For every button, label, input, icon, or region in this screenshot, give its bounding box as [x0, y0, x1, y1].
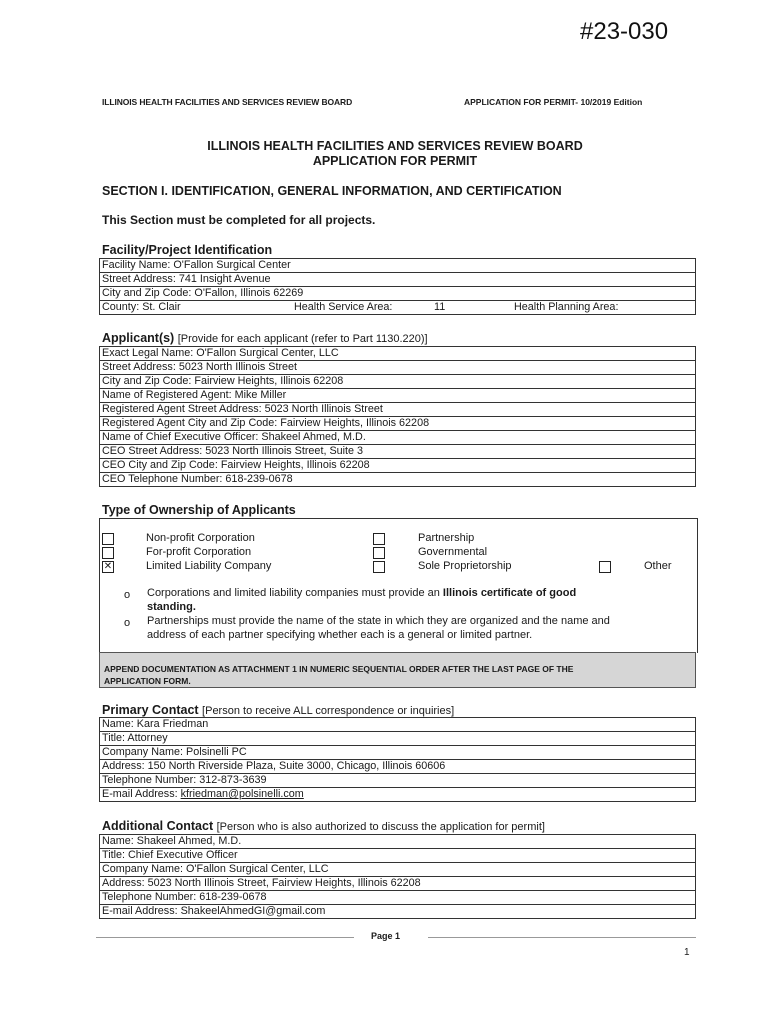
additional-contact-heading-block — [102, 819, 545, 833]
bullet-corporations — [147, 586, 687, 614]
nonprofit-checkbox[interactable] — [102, 533, 114, 545]
bullet-partnerships — [147, 614, 692, 642]
primary-contact-row: Telephone Number: 312-873-3639 — [100, 774, 696, 788]
header-right: APPLICATION FOR PERMIT- 10/2019 Edition — [464, 97, 643, 107]
primary-contact-heading-block — [102, 703, 454, 717]
bullet2-line1: Partnerships must provide the name of the state in which they are organized and the name and — [147, 615, 610, 627]
append-documentation-banner — [99, 652, 696, 688]
primary-contact-email-row — [100, 788, 696, 802]
primary-contact-row: Company Name: Polsinelli PC — [100, 746, 696, 760]
facility-street: Street Address: 741 Insight Avenue — [100, 273, 696, 287]
page-number: Page 1 — [371, 931, 401, 941]
append-line2: APPLICATION FORM. — [104, 676, 191, 686]
additional-contact-row: Telephone Number: 618-239-0678 — [100, 891, 696, 905]
facility-name: Facility Name: O'Fallon Surgical Center — [100, 259, 696, 273]
applicant-row: City and Zip Code: Fairview Heights, Illinois 62208 — [100, 375, 696, 389]
facility-table — [99, 258, 696, 315]
governmental-checkbox[interactable] — [373, 547, 385, 559]
primary-email-label: E-mail Address: — [102, 788, 181, 800]
applicant-row: CEO Street Address: 5023 North Illinois Street, Suite 3 — [100, 445, 696, 459]
bullet1-emphasis-cont: standing. — [147, 601, 196, 613]
applicant-note: [Provide for each applicant (refer to Part 1130.220)] — [177, 333, 428, 345]
additional-contact-row: Company Name: O'Fallon Surgical Center, LLC — [100, 863, 696, 877]
primary-email-link[interactable]: kfriedman@polsinelli.com — [180, 788, 304, 800]
bullet2-line2: address of each partner specifying whether each is a general or limited partner. — [147, 629, 533, 641]
primary-contact-note: [Person to receive ALL correspondence or inquiries] — [202, 705, 455, 717]
forprofit-checkbox[interactable] — [102, 547, 114, 559]
must-complete-note: This Section must be completed for all projects. — [102, 213, 376, 227]
header-left: ILLINOIS HEALTH FACILITIES AND SERVICES REVIEW BOARD — [102, 97, 353, 107]
partnership-checkbox[interactable] — [373, 533, 385, 545]
footer-divider-right — [428, 937, 696, 938]
form-title-line2: APPLICATION FOR PERMIT — [312, 154, 478, 168]
primary-contact-row: Title: Attorney — [100, 732, 696, 746]
bullet-marker: o — [124, 589, 131, 601]
other-label: Other — [644, 560, 672, 572]
applicant-row: Registered Agent City and Zip Code: Fairview Heights, Illinois 62208 — [100, 417, 696, 431]
applicant-row: Name of Registered Agent: Mike Miller — [100, 389, 696, 403]
sole-proprietorship-checkbox[interactable] — [373, 561, 385, 573]
ownership-heading: Type of Ownership of Applicants — [102, 503, 296, 517]
additional-contact-heading: Additional Contact — [102, 819, 214, 833]
applicant-row: CEO City and Zip Code: Fairview Heights, Illinois 62208 — [100, 459, 696, 473]
applicant-heading: Applicant(s) — [102, 331, 175, 345]
applicant-heading-block — [102, 331, 428, 345]
primary-contact-row: Address: 150 North Riverside Plaza, Suite 3000, Chicago, Illinois 60606 — [100, 760, 696, 774]
facility-heading: Facility/Project Identification — [102, 243, 273, 257]
applicant-row: CEO Telephone Number: 618-239-0678 — [100, 473, 696, 487]
corner-page-number: 1 — [684, 947, 690, 958]
facility-county: County: St. Clair — [102, 301, 181, 313]
additional-contact-row: Name: Shakeel Ahmed, M.D. — [100, 835, 696, 849]
primary-contact-table — [99, 717, 696, 802]
forprofit-label: For-profit Corporation — [146, 546, 252, 558]
applicant-row: Registered Agent Street Address: 5023 North Illinois Street — [100, 403, 696, 417]
primary-contact-heading: Primary Contact — [102, 703, 199, 717]
nonprofit-label: Non-profit Corporation — [146, 532, 255, 544]
section-title: SECTION I. IDENTIFICATION, GENERAL INFORMATION, AND CERTIFICATION — [102, 184, 562, 198]
additional-contact-row: E-mail Address: ShakeelAhmedGI@gmail.com — [100, 905, 696, 919]
bullet1-emphasis: Illinois certificate of good — [442, 587, 577, 599]
governmental-label: Governmental — [418, 546, 488, 558]
llc-label: Limited Liability Company — [146, 560, 272, 572]
additional-contact-row: Address: 5023 North Illinois Street, Fairview Heights, Illinois 62208 — [100, 877, 696, 891]
bullet-marker: o — [124, 617, 131, 629]
hsa-label: Health Service Area: — [294, 301, 393, 313]
llc-checkbox[interactable]: ✕ — [103, 561, 113, 572]
append-line1: APPEND DOCUMENTATION AS ATTACHMENT 1 IN NUMERIC SEQUENTIAL ORDER AFTER THE LAST PAGE OF THE — [104, 664, 574, 674]
additional-contact-table — [99, 834, 696, 919]
primary-contact-row: Name: Kara Friedman — [100, 718, 696, 732]
applicant-table — [99, 346, 696, 487]
form-title-line1: ILLINOIS HEALTH FACILITIES AND SERVICES REVIEW BOARD — [207, 139, 583, 153]
additional-contact-note: [Person who is also authorized to discuss the application for permit] — [216, 821, 545, 833]
hpa-label: Health Planning Area: — [514, 301, 619, 313]
applicant-row: Exact Legal Name: O'Fallon Surgical Center, LLC — [100, 347, 696, 361]
additional-contact-row: Title: Chief Executive Officer — [100, 849, 696, 863]
other-checkbox[interactable] — [599, 561, 611, 573]
facility-city: City and Zip Code: O'Fallon, Illinois 62269 — [100, 287, 696, 301]
hsa-value: 11 — [434, 301, 446, 313]
partnership-label: Partnership — [418, 532, 475, 544]
footer-divider-left — [96, 937, 354, 938]
facility-county-row — [100, 301, 696, 315]
sole-proprietorship-label: Sole Proprietorship — [418, 560, 512, 572]
document-number: #23-030 — [580, 18, 669, 45]
applicant-row: Name of Chief Executive Officer: Shakeel Ahmed, M.D. — [100, 431, 696, 445]
applicant-row: Street Address: 5023 North Illinois Street — [100, 361, 696, 375]
bullet1-text: Corporations and limited liability companies must provide an — [147, 587, 443, 599]
